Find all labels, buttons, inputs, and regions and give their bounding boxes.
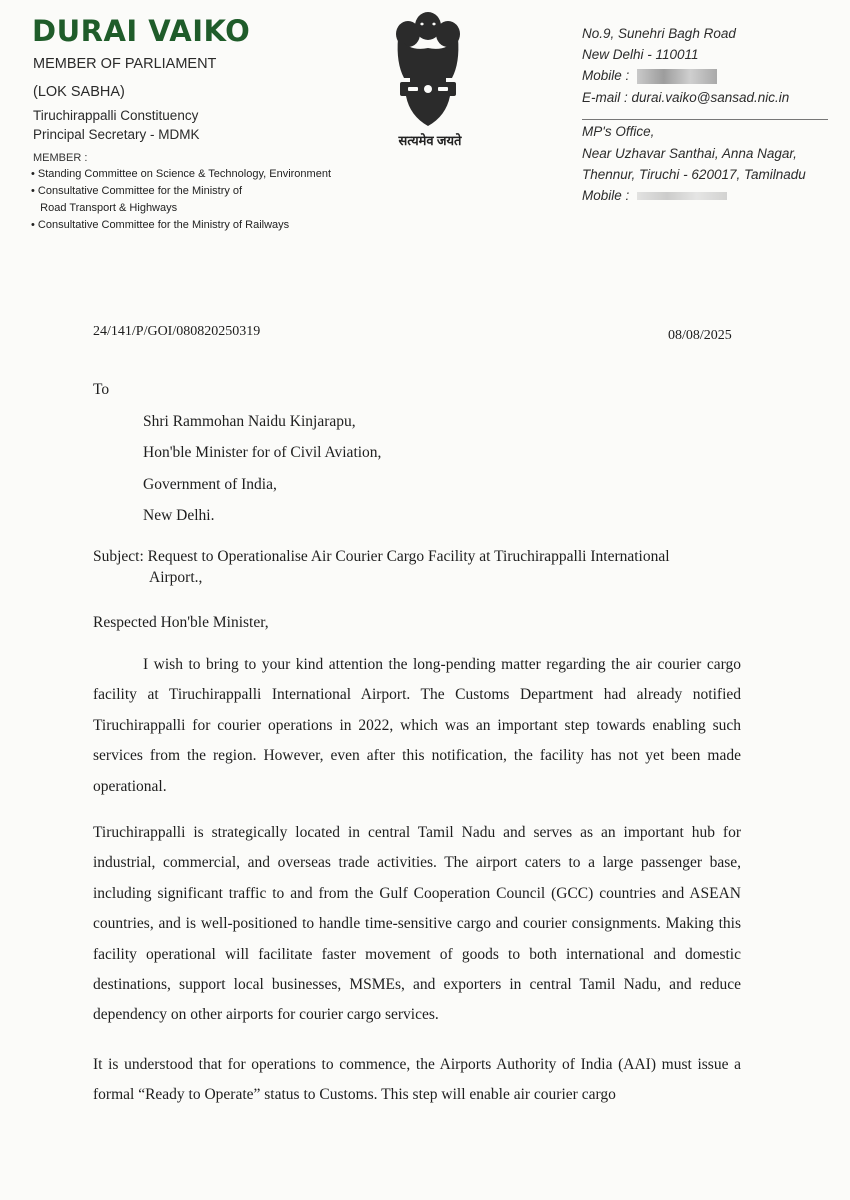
constituency: Tiruchirappalli Constituency — [33, 108, 199, 123]
committee-item: • Standing Committee on Science & Technology, Environment — [31, 168, 331, 180]
addressee-line: New Delhi. — [143, 507, 215, 524]
committee-list — [31, 166, 331, 234]
salutation: Respected Hon'ble Minister, — [93, 614, 269, 631]
addressee-line: Shri Rammohan Naidu Kinjarapu, — [143, 413, 356, 430]
subject — [93, 546, 733, 588]
reference-number: 24/141/P/GOI/080820250319 — [93, 324, 261, 339]
mp-office-line2: Near Uzhavar Santhai, Anna Nagar, — [582, 146, 797, 161]
mp-office-mobile — [582, 188, 727, 203]
to-label: To — [93, 381, 110, 398]
mp-name: DURAI VAIKO — [32, 14, 251, 48]
body-paragraph: I wish to bring to your kind attention the long-pending matter regarding the air courier cargo facility at Tiruchirappalli International Airport. The Customs Department had already notified Tiruchirappalli for courier operations in 2022, which was an important step towards enabling such services from the region. However, even after this notification, the facility has not yet been made operational. — [93, 656, 741, 795]
addressee-line: Government of India, — [143, 476, 277, 493]
mp-office-line3: Thennur, Tiruchi - 620017, Tamilnadu — [582, 167, 806, 182]
subject-line2: Airport., — [149, 569, 203, 586]
mobile-label: Mobile : — [582, 68, 630, 83]
body-paragraph: It is understood that for operations to commence, the Airports Authority of India (AAI) must issue a formal “Ready to Operate” status to Customs. This step will enable air courier cargo — [93, 1056, 741, 1104]
mp-office-line1: MP's Office, — [582, 124, 655, 139]
delhi-mobile — [582, 68, 717, 84]
member-label: MEMBER : — [33, 152, 88, 164]
party-post: Principal Secretary - MDMK — [33, 127, 200, 142]
committee-item: • Consultative Committee for the Ministry of — [31, 185, 243, 197]
national-emblem-icon — [388, 8, 468, 130]
body-paragraph: Tiruchirappalli is strategically located in central Tamil Nadu and serves as an important hub for industrial, commercial, and overseas trade activities. The airport caters to a large passenger base, including significant traffic to and from the Gulf Cooperation Council (GCC) countries and ASEAN countries, and is well-positioned to handle time-sensitive cargo and courier consignments. Making this facility operational will facilitate faster movement of goods to both international and domestic destinations, support local businesses, MSMEs, and exporters in central Tamil Nadu, and reduce dependency on other airports for courier cargo services. — [93, 824, 741, 1024]
letter-date: 08/08/2025 — [668, 328, 732, 343]
emblem-motto: सत्यमेव जयते — [398, 133, 462, 148]
delhi-address-line1: No.9, Sunehri Bagh Road — [582, 26, 736, 41]
delhi-email: E-mail : durai.vaiko@sansad.nic.in — [582, 90, 790, 105]
redacted-mobile — [637, 69, 717, 84]
mp-title: MEMBER OF PARLIAMENT — [33, 56, 217, 72]
committee-item: • Consultative Committee for the Ministry of Railways — [31, 219, 290, 231]
addressee-line: Hon'ble Minister for of Civil Aviation, — [143, 444, 382, 461]
subject-line1: Subject: Request to Operationalise Air Courier Cargo Facility at Tiruchirappalli International — [93, 548, 670, 565]
committee-item: Road Transport & Highways — [31, 202, 178, 214]
delhi-address-line2: New Delhi - 110011 — [582, 47, 699, 62]
header-divider — [582, 119, 828, 120]
mp-house: (LOK SABHA) — [33, 84, 125, 100]
redacted-mobile — [637, 192, 727, 200]
mobile-label: Mobile : — [582, 188, 630, 203]
